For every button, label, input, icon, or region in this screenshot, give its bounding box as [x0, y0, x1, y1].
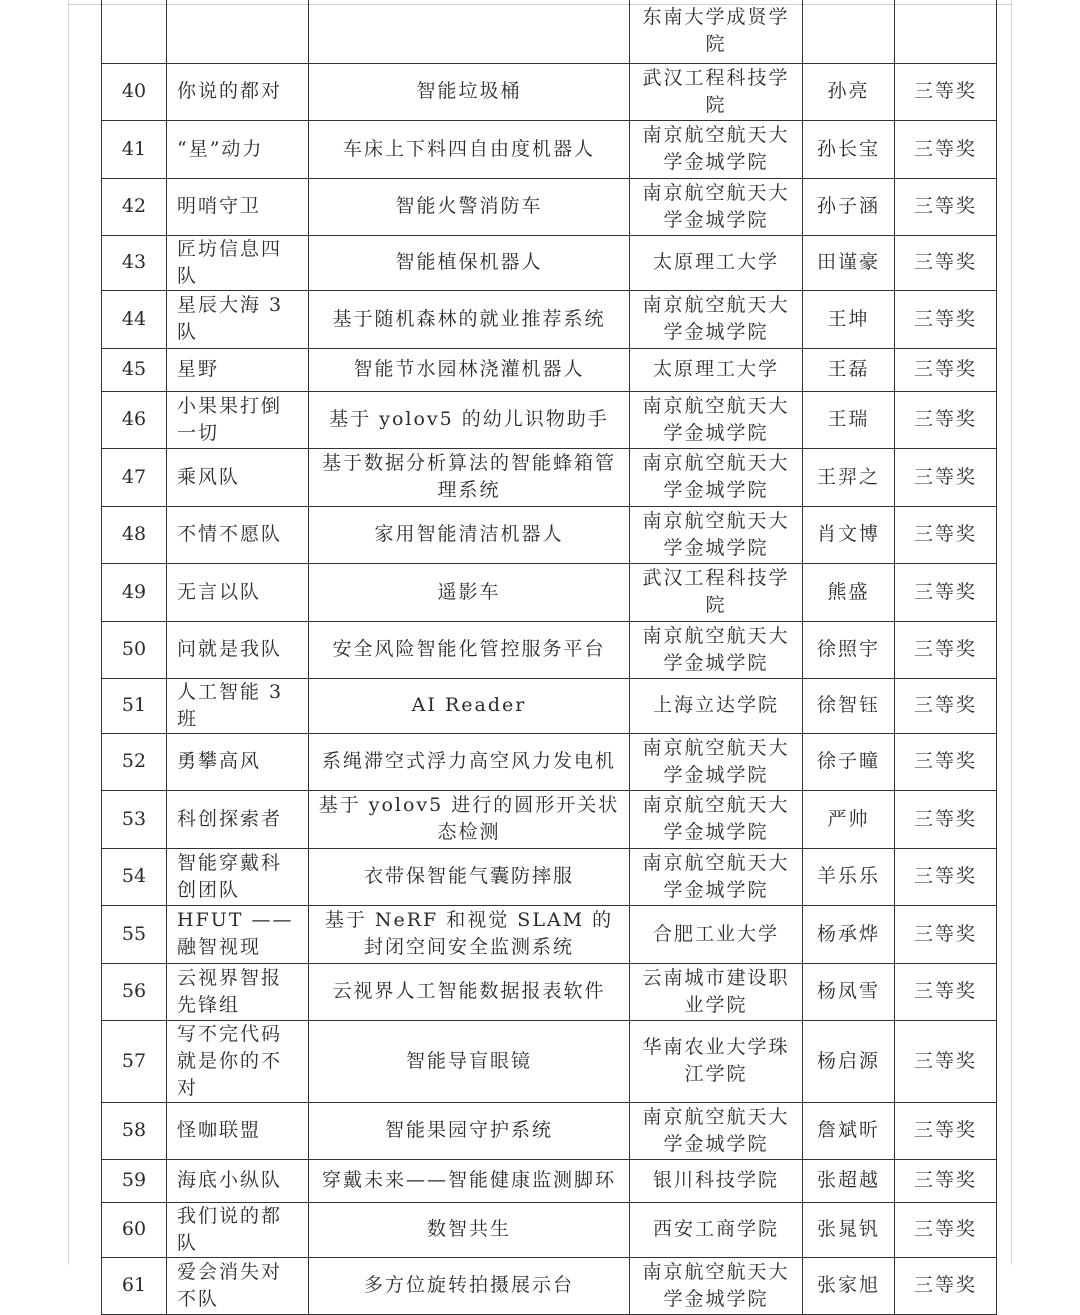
cell-award: 三等奖	[895, 1020, 997, 1102]
cell-project-name: 基于 NeRF 和视觉 SLAM 的封闭空间安全监测系统	[309, 905, 630, 963]
cell-award: 三等奖	[895, 120, 997, 178]
cell-leader: 王磊	[803, 348, 895, 391]
cell-award: 三等奖	[895, 790, 997, 848]
cell-leader: 王瑞	[803, 391, 895, 448]
cell-award: 三等奖	[895, 290, 997, 348]
cell-team-name: 写不完代码就是你的不对	[167, 1020, 309, 1102]
table-row	[102, 235, 997, 290]
table-row	[102, 621, 997, 678]
cell-leader: 孙子涵	[803, 178, 895, 235]
cell-school: 武汉工程科技学院	[630, 63, 803, 120]
cell-number: 59	[102, 1159, 167, 1202]
table-row	[102, 290, 997, 348]
cell-award: 三等奖	[895, 678, 997, 733]
cell-number: 44	[102, 290, 167, 348]
cell-award: 三等奖	[895, 563, 997, 621]
cell-number: 51	[102, 678, 167, 733]
cell-project-name: 智能垃圾桶	[309, 63, 630, 120]
cell-award: 三等奖	[895, 348, 997, 391]
cell-project-name: 车床上下料四自由度机器人	[309, 120, 630, 178]
table-row	[102, 1257, 997, 1314]
cell-project-name: 多方位旋转拍摄展示台	[309, 1257, 630, 1314]
cell-leader: 徐子曈	[803, 733, 895, 790]
awards-table	[101, 0, 997, 1315]
cell-school: 南京航空航天大学金城学院	[630, 848, 803, 905]
table-row	[102, 848, 997, 905]
cell-team-name: 小果果打倒一切	[167, 391, 309, 448]
cell-leader: 杨凤雪	[803, 963, 895, 1020]
cell-team-name: 星野	[167, 348, 309, 391]
cell-team-name: 明哨守卫	[167, 178, 309, 235]
table-row	[102, 1202, 997, 1257]
cell-award: 三等奖	[895, 506, 997, 563]
table-row	[102, 506, 997, 563]
cell-number	[102, 0, 167, 63]
table-row	[102, 963, 997, 1020]
cell-project-name: 智能火警消防车	[309, 178, 630, 235]
cell-award: 三等奖	[895, 178, 997, 235]
cell-leader: 熊盛	[803, 563, 895, 621]
cell-number: 46	[102, 391, 167, 448]
table-row	[102, 678, 997, 733]
cell-team-name: 智能穿戴科创团队	[167, 848, 309, 905]
cell-project-name: 云视界人工智能数据报表软件	[309, 963, 630, 1020]
cell-team-name: 科创探索者	[167, 790, 309, 848]
cell-project-name: 基于 yolov5 进行的圆形开关状态检测	[309, 790, 630, 848]
cell-project-name: 基于随机森林的就业推荐系统	[309, 290, 630, 348]
cell-project-name: 数智共生	[309, 1202, 630, 1257]
cell-team-name: 星辰大海 3队	[167, 290, 309, 348]
cell-project-name: 穿戴未来——智能健康监测脚环	[309, 1159, 630, 1202]
cell-school: 南京航空航天大学金城学院	[630, 506, 803, 563]
cell-team-name: 爱会消失对不队	[167, 1257, 309, 1314]
cell-team-name: 匠坊信息四队	[167, 235, 309, 290]
cell-school: 南京航空航天大学金城学院	[630, 621, 803, 678]
cell-project-name: 智能植保机器人	[309, 235, 630, 290]
cell-team-name	[167, 0, 309, 63]
cell-team-name: 你说的都对	[167, 63, 309, 120]
cell-leader: 杨启源	[803, 1020, 895, 1102]
cell-school: 南京航空航天大学金城学院	[630, 733, 803, 790]
cell-project-name: AI Reader	[309, 678, 630, 733]
cell-award: 三等奖	[895, 448, 997, 506]
cell-award: 三等奖	[895, 963, 997, 1020]
cell-school: 南京航空航天大学金城学院	[630, 391, 803, 448]
cell-number: 40	[102, 63, 167, 120]
cell-school: 南京航空航天大学金城学院	[630, 1102, 803, 1159]
cell-team-name: 不情不愿队	[167, 506, 309, 563]
cell-number: 61	[102, 1257, 167, 1314]
cell-award: 三等奖	[895, 235, 997, 290]
cell-school: 南京航空航天大学金城学院	[630, 120, 803, 178]
cell-project-name: 智能导盲眼镜	[309, 1020, 630, 1102]
cell-leader: 王坤	[803, 290, 895, 348]
cell-award: 三等奖	[895, 1102, 997, 1159]
cell-award: 三等奖	[895, 391, 997, 448]
table-row	[102, 448, 997, 506]
table-row	[102, 1020, 997, 1102]
cell-number: 47	[102, 448, 167, 506]
cell-school: 云南城市建设职业学院	[630, 963, 803, 1020]
cell-project-name: 安全风险智能化管控服务平台	[309, 621, 630, 678]
cell-project-name: 基于 yolov5 的幼儿识物助手	[309, 391, 630, 448]
cell-team-name: 我们说的都队	[167, 1202, 309, 1257]
cell-team-name: 问就是我队	[167, 621, 309, 678]
table-row	[102, 120, 997, 178]
cell-number: 50	[102, 621, 167, 678]
cell-project-name: 智能果园守护系统	[309, 1102, 630, 1159]
cell-leader: 羊乐乐	[803, 848, 895, 905]
cell-school: 南京航空航天大学金城学院	[630, 178, 803, 235]
cell-leader: 张家旭	[803, 1257, 895, 1314]
cell-team-name: 海底小纵队	[167, 1159, 309, 1202]
cell-team-name: 怪咖联盟	[167, 1102, 309, 1159]
table-row	[102, 391, 997, 448]
cell-school: 武汉工程科技学院	[630, 563, 803, 621]
cell-award: 三等奖	[895, 733, 997, 790]
table-row	[102, 348, 997, 391]
cell-team-name: 勇攀高风	[167, 733, 309, 790]
table-row	[102, 563, 997, 621]
table-row	[102, 178, 997, 235]
cell-award: 三等奖	[895, 1202, 997, 1257]
cell-team-name: 乘风队	[167, 448, 309, 506]
cell-award	[895, 0, 997, 63]
cell-team-name: HFUT ——融智视现	[167, 905, 309, 963]
cell-number: 56	[102, 963, 167, 1020]
cell-school: 南京航空航天大学金城学院	[630, 290, 803, 348]
cell-number: 58	[102, 1102, 167, 1159]
cell-project-name: 遥影车	[309, 563, 630, 621]
cell-award: 三等奖	[895, 63, 997, 120]
cell-leader: 王羿之	[803, 448, 895, 506]
cell-number: 53	[102, 790, 167, 848]
cell-leader: 徐智钰	[803, 678, 895, 733]
cell-school: 银川科技学院	[630, 1159, 803, 1202]
cell-school: 上海立达学院	[630, 678, 803, 733]
table-row	[102, 0, 997, 63]
cell-leader: 张超越	[803, 1159, 895, 1202]
cell-leader: 孙长宝	[803, 120, 895, 178]
cell-project-name: 家用智能清洁机器人	[309, 506, 630, 563]
cell-leader: 肖文博	[803, 506, 895, 563]
cell-number: 43	[102, 235, 167, 290]
table-row	[102, 1159, 997, 1202]
cell-number: 41	[102, 120, 167, 178]
cell-school: 西安工商学院	[630, 1202, 803, 1257]
cell-leader: 杨承烨	[803, 905, 895, 963]
cell-team-name: 云视界智报先锋组	[167, 963, 309, 1020]
cell-school: 南京航空航天大学金城学院	[630, 790, 803, 848]
cell-project-name: 智能节水园林浇灌机器人	[309, 348, 630, 391]
cell-award: 三等奖	[895, 621, 997, 678]
cell-number: 42	[102, 178, 167, 235]
cell-leader	[803, 0, 895, 63]
table-row	[102, 790, 997, 848]
cell-number: 52	[102, 733, 167, 790]
cell-award: 三等奖	[895, 905, 997, 963]
cell-school: 南京航空航天大学金城学院	[630, 448, 803, 506]
cell-school: 东南大学成贤学院	[630, 0, 803, 63]
table-row	[102, 1102, 997, 1159]
cell-number: 48	[102, 506, 167, 563]
cell-school: 太原理工大学	[630, 235, 803, 290]
awards-table-body	[102, 0, 997, 1314]
table-row	[102, 63, 997, 120]
cell-leader: 徐照宇	[803, 621, 895, 678]
cell-project-name: 基于数据分析算法的智能蜂箱管理系统	[309, 448, 630, 506]
cell-award: 三等奖	[895, 1159, 997, 1202]
cell-team-name: 无言以队	[167, 563, 309, 621]
cell-school: 华南农业大学珠江学院	[630, 1020, 803, 1102]
cell-team-name: “星”动力	[167, 120, 309, 178]
cell-number: 55	[102, 905, 167, 963]
cell-number: 57	[102, 1020, 167, 1102]
cell-award: 三等奖	[895, 1257, 997, 1314]
cell-school: 南京航空航天大学金城学院	[630, 1257, 803, 1314]
cell-project-name	[309, 0, 630, 63]
cell-leader: 孙亮	[803, 63, 895, 120]
cell-school: 太原理工大学	[630, 348, 803, 391]
cell-school: 合肥工业大学	[630, 905, 803, 963]
cell-number: 60	[102, 1202, 167, 1257]
cell-number: 54	[102, 848, 167, 905]
cell-leader: 严帅	[803, 790, 895, 848]
cell-leader: 张晁钒	[803, 1202, 895, 1257]
cell-award: 三等奖	[895, 848, 997, 905]
cell-team-name: 人工智能 3班	[167, 678, 309, 733]
table-row	[102, 905, 997, 963]
cell-leader: 田谨豪	[803, 235, 895, 290]
cell-number: 45	[102, 348, 167, 391]
cell-project-name: 衣带保智能气囊防摔服	[309, 848, 630, 905]
cell-number: 49	[102, 563, 167, 621]
table-row	[102, 733, 997, 790]
cell-project-name: 系绳滞空式浮力高空风力发电机	[309, 733, 630, 790]
cell-leader: 詹斌昕	[803, 1102, 895, 1159]
